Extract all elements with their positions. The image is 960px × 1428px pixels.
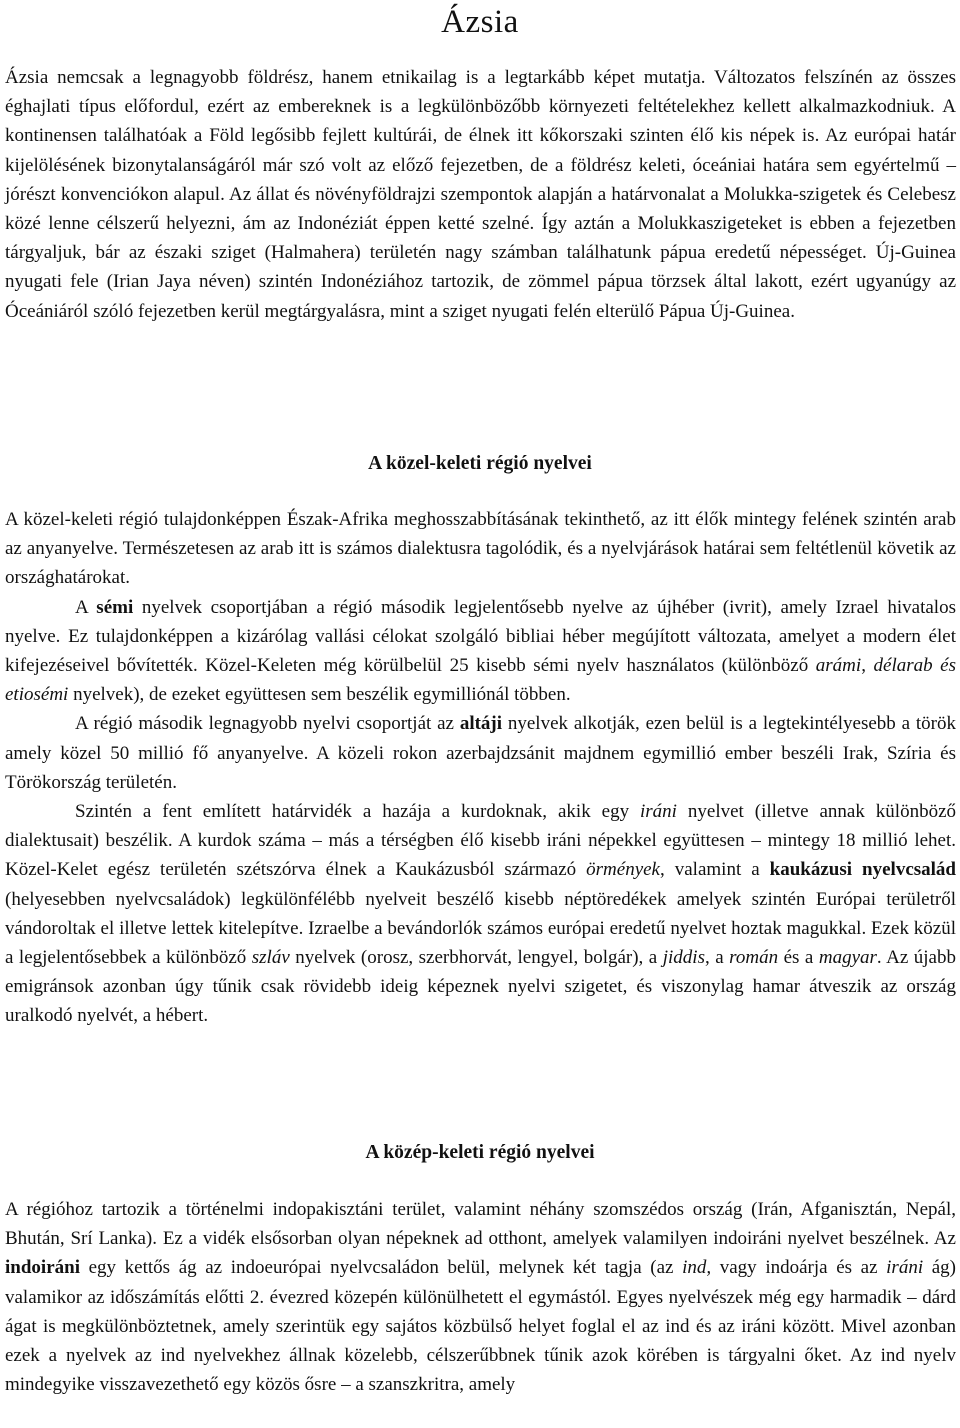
near-east-section	[5, 505, 956, 1031]
text-run: ,	[861, 655, 874, 677]
term-altaji: altáji	[459, 713, 503, 735]
text-run: . Az újabb emigránsok azonban úgy tűnik csak rövidebb ideig képeznek nyelvi szigetet, és viszonylag hamar átveszik az ország uralkodó nyelvét, a hébert.	[5, 947, 956, 1027]
term-irani: iráni	[886, 1257, 924, 1279]
term-delarab: délarab és etiosémi	[5, 655, 957, 706]
term-ind: ind,	[682, 1257, 712, 1279]
section-heading-middle-east: A közép-keleti régió nyelvei	[365, 1142, 595, 1163]
text-run: ág) valamikor az időszámítás előtti 2. évezred közepén különülhetett el egymástól. Egyes nyelvészek még egy harmadik – dárd ágat is megkülönböztetnek, amely szerintük egy sajátos közbülső helyet foglal el az ind és az iráni között. Mivel azonban ezek a nyelvek az ind nyelvekhez állnak közelebb, célszerűbbnek tűnik azok körében is tárgyalni őket. Az ind nyelv mindegyike visszavezethető egy közös ősre – a szanszkritra, amely	[5, 1257, 956, 1396]
term-ormenyek: örmények	[586, 859, 660, 881]
text-run: nyelvek alkotják, ezen belül is a legtekintélyesebb a török amely közel 50 millió fő anyanyelve. A közeli rokon azerbajdzsánit majdnem egymillió ember beszéli Irak, Szíria és Törökország területén.	[5, 713, 956, 793]
term-irani: iráni	[640, 801, 677, 823]
middle-east-section	[5, 1195, 956, 1399]
term-arami: arámi	[815, 655, 862, 677]
text-run: vagy indoárja és az	[711, 1257, 887, 1279]
text-run: egy kettős ág az indoeurópai nyelvcsaládon belül, melynek két tagja (az	[79, 1257, 683, 1279]
term-jiddis: jiddis	[662, 947, 705, 969]
term-indoirani: indoiráni	[5, 1257, 80, 1279]
text-run: nyelvet (illetve annak különböző dialektusait) beszélik. A kurdok száma – más a térségben élő kisebb iráni népekkel együttesen – mintegy 18 millió lehet. Közel-Kelet egész területén szétszórva élnek a Kaukázusból származó	[5, 801, 957, 881]
near-east-paragraph-2	[5, 593, 956, 710]
near-east-paragraph-3	[5, 709, 956, 797]
text-run: nyelvek csoportjában a régió második legjelentősebb nyelve az újhéber (ivrit), amely Izrael hivatalos nyelve. Ez tulajdonképpen a kizárólag vallási célokat szolgáló bibliai héber megújított változata, amelyet a modern élet kifejezéseivel bővítették. Közel-Keleten még körülbelül 25 kisebb sémi nyelv használatos (különböző	[5, 596, 956, 677]
section-heading-near-east: A közel-keleti régió nyelvei	[368, 453, 592, 474]
near-east-paragraph-1: A közel-keleti régió tulajdonképpen Észak-Afrika meghosszabbításának tekinthető, az itt élők mintegy felének szintén arab az anyanyelve. Természetesen az arab itt is számos dialektusra tagolódik, és a nyelvjárások határai sem feltétlenül követik az országhatárokat.	[5, 509, 956, 589]
text-run: Szintén a fent említett határvidék a hazája a kurdoknak, akik egy	[75, 801, 640, 823]
middle-east-paragraph-1	[5, 1195, 956, 1399]
text-run: nyelvek (orosz, szerbhorvát, lengyel, bolgár), a	[289, 947, 663, 969]
term-magyar: magyar	[818, 947, 877, 969]
text-run: , valamint a	[660, 859, 770, 881]
text-run: A	[75, 596, 97, 618]
text-run: A régió második legnagyobb nyelvi csoportját az	[75, 713, 460, 735]
intro-section	[5, 63, 956, 326]
near-east-paragraph-4	[5, 797, 956, 1031]
term-kaukazusi: kaukázusi nyelvcsalád	[769, 859, 956, 881]
text-run: és a	[778, 947, 819, 969]
page-title: Ázsia	[441, 4, 519, 40]
term-semi: sémi	[96, 596, 134, 618]
text-run: (helyesebben nyelvcsaládok) legkülönfélébb nyelveit beszélő kisebb néptöredékek amelyek szintén Európai területről vándoroltak el illetve lettek kitelepítve. Izraelbe a bevándorlók számos európai eredetű nyelvet hoztak magukkal. Ezek közül a legjelentősebbek a különböző	[5, 888, 956, 969]
term-szlav: szláv	[251, 947, 290, 969]
text-run: nyelvek), de ezeket együttesen sem beszélik egymilliónál többen.	[68, 684, 571, 706]
text-run: , a	[704, 947, 730, 969]
intro-paragraph: Ázsia nemcsak a legnagyobb földrész, hanem etnikailag is a legtarkább képet mutatja. Változatos felszínén az összes éghajlati típus előfordul, ezért az embereknek is a legkülönbözőbb környezeti feltételekhez kellett alkalmazkodniuk. A kontinensen találhatóak a Föld legősibb fejlett kultúrái, de élnek itt kőkorszaki szinten élő kis népek is. Az európai határ kijelölésének bizonytalanságáról már szó volt az előző fejezetben, de a földrész keleti, óceániai határa sem egyértelmű – jórészt konvenciókon alapul. Az állat és növényföldrajzi szempontok alapján a határvonalat a Molukka-szigetek és Celebesz közé lenne célszerű helyezni, ám az Indonéziát éppen ketté szelné. Így aztán a Molukkaszigeteket is ebben a fejezetben tárgyaljuk, bár az északi sziget (Halmahera) területén nagy számban találhatunk pápua eredetű népességet. Új-Guinea nyugati fele (Irian Jaya néven) szintén Indonéziához tartozik, de zömmel pápua törzsek által lakott, ezért ugyanúgy az Óceániáról szóló fejezetben kerül megtárgyalásra, mint a sziget nyugati felén elterülő Pápua Új-Guinea.	[5, 67, 956, 322]
text-run: A régióhoz tartozik a történelmi indopakisztáni terület, valamint néhány szomszédos ország (Irán, Afganisztán, Nepál, Bhután, Srí Lanka). Ez a vidék elsősorban olyan népeknek ad otthont, amelyek valamilyen indoiráni nyelvet beszélnek. Az	[5, 1199, 956, 1250]
term-roman: román	[729, 947, 779, 969]
